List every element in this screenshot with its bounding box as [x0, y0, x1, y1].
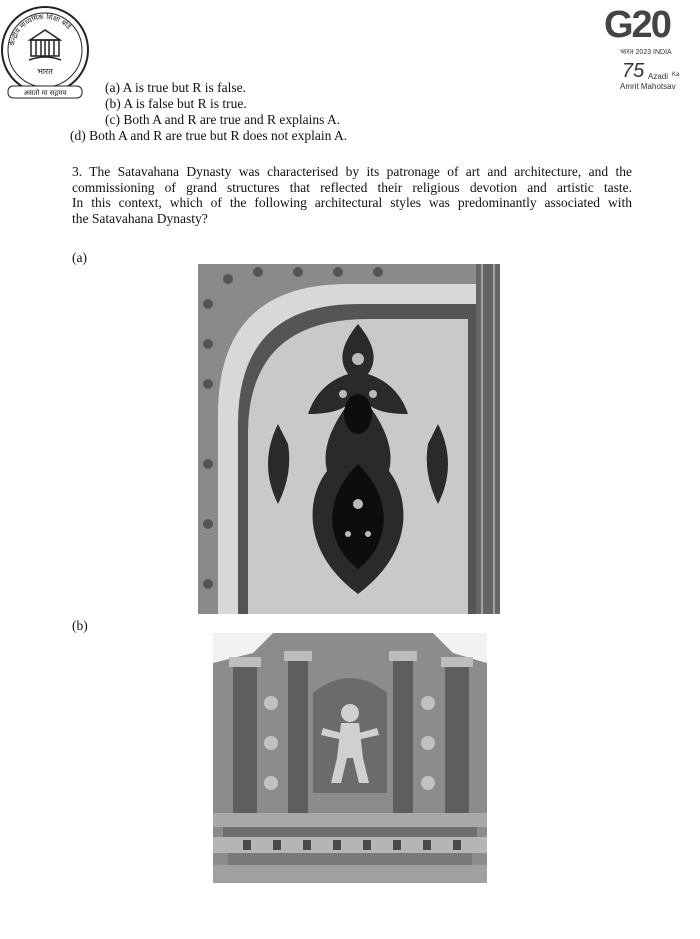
cbse-motto-text: असतो मा सद्गमय — [23, 89, 67, 97]
question-3-line: 3. The Satavahana Dynasty was characterised by its patronage of art and architecture, and the — [72, 164, 632, 179]
g20-wordmark: G20 — [604, 4, 670, 46]
temple-relief-carving-image — [213, 633, 487, 883]
amrit-mahotsav-text: Amrit Mahotsav — [620, 82, 676, 91]
option-a-label: (a) — [72, 250, 87, 265]
question-3-text — [72, 164, 632, 226]
option-b-label: (b) — [72, 618, 88, 633]
azadi-text: Azadi — [648, 72, 669, 81]
cbse-country-text: भारत — [37, 67, 53, 76]
question-3-line: the Satavahana Dynasty? — [72, 210, 208, 226]
ka-text: Ka — [672, 72, 680, 78]
g20-tagline: भारत 2023 INDIA — [620, 49, 672, 56]
cbse-arc-text: केन्द्रीय माध्यमिक शिक्षा बोर्ड — [8, 12, 73, 47]
question-3-line: In this context, which of the following architectural styles was predominantly associated with — [72, 195, 632, 210]
question-3-line: commissioning of grand structures that reflected their religious devotion and artistic taste. — [72, 179, 632, 195]
option-c-text: (c) Both A and R are true and R explains A. — [105, 112, 341, 127]
seventy-five-mark: 75 — [622, 60, 645, 82]
mughal-pietra-dura-arch-image — [198, 264, 500, 614]
option-b-text: (b) A is false but R is true. — [105, 96, 247, 111]
option-d-text: (d) Both A and R are true but R does not explain A. — [70, 128, 348, 143]
cbse-logo — [0, 0, 90, 104]
option-a-text: (a) A is true but R is false. — [105, 80, 246, 95]
g20-logo — [600, 4, 698, 100]
